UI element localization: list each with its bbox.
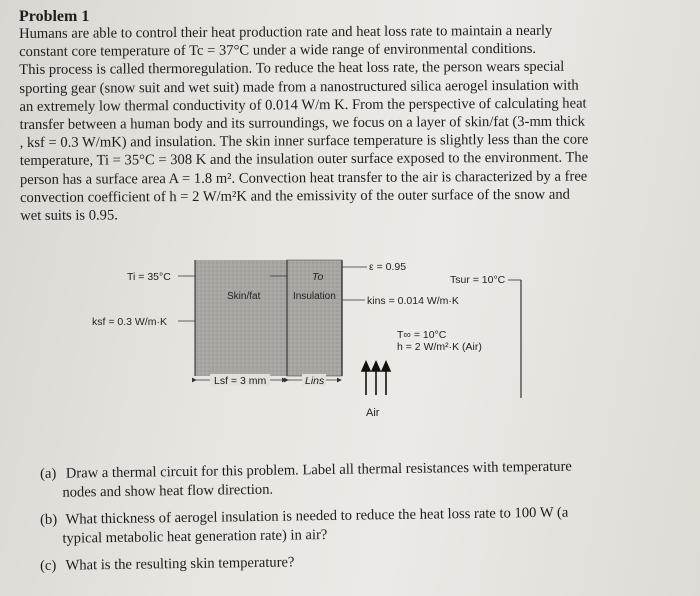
lsf-label: Lsf = 3 mm	[214, 375, 267, 387]
ksf-label: ksf = 0.3 W/m·K	[92, 316, 167, 328]
question-text: What thickness of aerogel insulation is needed to reduce the heat loss rate to 100 W (a	[65, 504, 569, 528]
air-label: Air	[366, 407, 380, 419]
tsur-label: Tsur = 10°C	[450, 274, 506, 286]
question-a	[40, 456, 680, 503]
ti-label: Ti = 35°C	[127, 271, 171, 283]
statement-line: transfer between a human body and its surroundings, we focus on a layer of skin/fat (3-mm thick	[19, 113, 586, 134]
statement-line: temperature, Ti = 35°C = 308 K and the insulation outer surface exposed to the environment. The	[19, 149, 589, 170]
statement-line: convection coefficient of h = 2 W/m²K and the emissivity of the outer surface of the snow and	[20, 186, 570, 206]
problem-statement	[19, 21, 660, 225]
air-flow-arrows	[362, 362, 390, 395]
question-label: (a)	[40, 465, 57, 482]
lins-label: Lins	[305, 375, 325, 387]
to-label: To	[312, 271, 324, 283]
insulation-label: Insulation	[293, 291, 336, 302]
question-text: nodes and show heat flow direction.	[62, 481, 274, 501]
question-text: Draw a thermal circuit for this problem. Label all thermal resistances with temperature	[65, 458, 572, 482]
question-c	[40, 548, 680, 576]
statement-line: , ksf = 0.3 W/mK) and insulation. The skin inner surface temperature is slightly less than the core	[19, 131, 589, 152]
statement-line: person has a surface area A = 1.8 m². Convection heat transfer to the air is characterized by a free	[19, 168, 588, 188]
statement-line: wet suits is 0.95.	[20, 207, 118, 225]
t-infinity-label: T∞ = 10°C	[397, 329, 447, 341]
question-label: (c)	[40, 557, 57, 574]
question-label: (b)	[40, 511, 58, 528]
wall-diagram	[0, 250, 700, 450]
kins-label: kins = 0.014 W/m·K	[367, 295, 459, 307]
statement-line: an extremely low thermal conductivity of 0.014 W/m K. From the perspective of calculating heat	[19, 95, 587, 115]
statement-line: Humans are able to control their heat production rate and heat loss rate to maintain a nearly	[19, 22, 553, 42]
skin-fat-layer	[195, 260, 287, 376]
emissivity-label: ε = 0.95	[369, 261, 407, 273]
statement-line: This process is called thermoregulation. To reduce the heat loss rate, the person wears special	[19, 59, 565, 79]
statement-line: constant core temperature of Tc = 37°C under a wide range of environmental conditions.	[19, 41, 537, 61]
problem-title: Problem 1	[19, 8, 90, 25]
question-text: typical metabolic heat generation rate) in air?	[62, 526, 328, 547]
question-b	[40, 502, 680, 549]
h-label: h = 2 W/m²·K (Air)	[397, 341, 482, 353]
statement-line: sporting gear (snow suit and wet suit) made from a nanostructured silica aerogel insulation with	[19, 77, 579, 97]
skin-fat-label: Skin/fat	[227, 291, 261, 302]
question-text: What is the resulting skin temperature?	[65, 554, 295, 574]
